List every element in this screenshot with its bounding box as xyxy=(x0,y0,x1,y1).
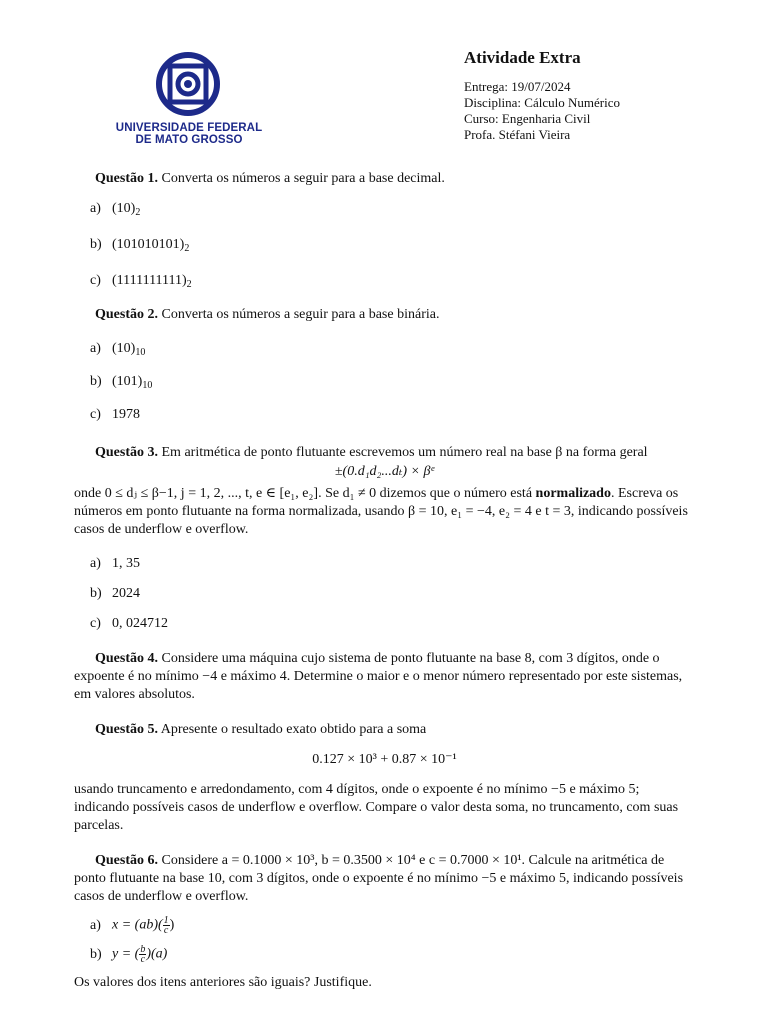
q3-item-b: b) 2024 xyxy=(90,586,140,601)
document-header xyxy=(464,48,724,143)
q3-item-c: c) 0, 024712 xyxy=(90,616,168,631)
question-1: Questão 1. Converta os números a seguir para a base decimal. xyxy=(95,171,445,186)
course-subject: Disciplina: Cálculo Numérico xyxy=(464,95,620,110)
professor-name: Profa. Stéfani Vieira xyxy=(464,127,571,142)
question-4: Questão 4. Considere uma máquina cujo sistema de ponto flutuante na base 8, com 3 dígitos, onde o expoente é no mínimo −4 e máximo 4. Determine o maior e o menor número representado por este sistemas, em valores absolutos. xyxy=(74,651,683,702)
ufmt-logo xyxy=(104,52,274,146)
question-6: Questão 6. Considere a = 0.1000 × 10³, b = 0.3500 × 10⁴ e c = 0.7000 × 10¹. Calcule na aritmética de ponto flutuante na base 10, com 3 dígitos, onde o expoente é no mínimo −5 e máximo 5, indicando possíveis casos de underflow e overflow. xyxy=(74,853,684,904)
q6-closing: Os valores dos itens anteriores são iguais? Justifique. xyxy=(74,975,372,990)
q3-description: onde 0 ≤ dⱼ ≤ β−1, j = 1, 2, ..., t, e ∈ [e₁, e₂]. Se d₁ ≠ 0 dizemos que o número está normalizado. Escreva os números em ponto flutuante na forma normalizada, usando β = 10, e₁ = −4, e₂ = 4 e t = 3, indicando possíveis casos de underflow e overflow. xyxy=(74,486,688,537)
q3-formula: ±(0.d₁d₂...dₜ) × βᵉ xyxy=(334,464,435,479)
q5-description: usando truncamento e arredondamento, com 4 dígitos, onde o expoente é no mínimo −5 e máximo 5; indicando possíveis casos de underflow e overflow. Compare o valor desta soma, no truncamento, com suas parcelas. xyxy=(74,782,679,833)
q3-item-a: a) 1, 35 xyxy=(90,556,140,571)
university-name: UNIVERSIDADE FEDERAL DE MATO GROSSO xyxy=(115,122,263,146)
q2-item-b: b) $(101)_{10}$ xyxy=(90,374,153,391)
program-name: Curso: Engenharia Civil xyxy=(464,111,591,126)
q1-item-b: b) $(101010101)_2$ xyxy=(90,237,190,254)
page-title: Atividade Extra xyxy=(464,48,581,67)
exercise-list xyxy=(74,170,695,992)
q5-formula: 0.127 × 10³ + 0.87 × 10⁻¹ xyxy=(312,752,457,767)
question-2: Questão 2. Converta os números a seguir para a base binária. xyxy=(95,307,440,322)
q1-item-a: a) $(10)_2$ xyxy=(90,201,141,218)
question-5: Questão 5. Apresente o resultado exato obtido para a soma xyxy=(95,722,427,737)
q2-item-a: a) $(10)_{10}$ xyxy=(90,341,146,358)
question-3: Questão 3. Em aritmética de ponto flutuante escrevemos um número real na base β na forma geral xyxy=(95,445,648,460)
ufmt-emblem-icon xyxy=(156,52,220,116)
q2-item-c: c) 1978 xyxy=(90,407,140,422)
q6-item-a: a) x = (ab)( $\frac{1}{c}$ ) xyxy=(90,915,175,936)
q1-item-c: c) $(1111111111)_2$ xyxy=(90,273,192,290)
q6-item-b: b) y = ( $\frac{b}{c}$ )(a) xyxy=(90,944,168,965)
due-date: Entrega: 19/07/2024 xyxy=(464,79,571,94)
